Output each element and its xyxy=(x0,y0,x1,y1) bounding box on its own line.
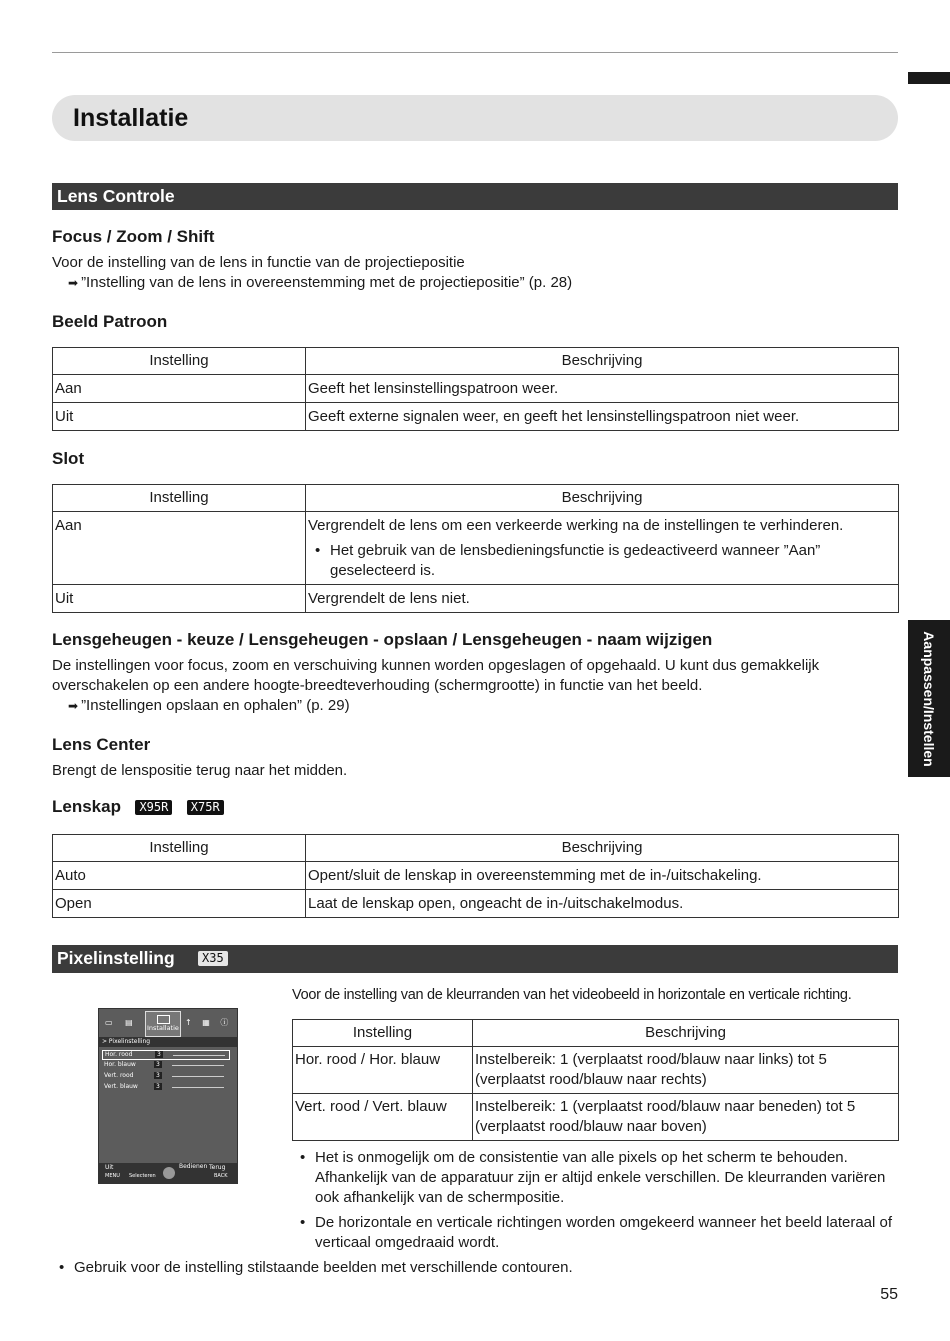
pixel-table xyxy=(292,1019,899,1141)
pixel-notes xyxy=(293,1148,899,1253)
heading-pattern: Beeld Patroon xyxy=(52,312,168,331)
menu-item-value: 3 xyxy=(156,1083,160,1090)
memory-reference-text: ”Instellingen opslaan en ophalen” (p. 29) xyxy=(81,697,350,714)
menu-item-value: 3 xyxy=(157,1051,161,1058)
model-badge: X95R xyxy=(135,800,172,815)
menu-item-value: 3 xyxy=(156,1061,160,1068)
cell-description: Instelbereik: 1 (verplaatst rood/blauw naar links) tot 5 (verplaatst rood/blauw naar rechts) xyxy=(473,1047,899,1094)
table-header-row xyxy=(293,1020,899,1047)
heading-focus: Focus / Zoom / Shift xyxy=(52,227,215,246)
page-number: 55 xyxy=(880,1286,898,1303)
memory-reference xyxy=(68,696,350,716)
chapter-marker xyxy=(908,72,950,84)
menu-item xyxy=(102,1061,230,1071)
cell-setting: Hor. rood / Hor. blauw xyxy=(293,1047,473,1094)
menu-footer-back: BACK xyxy=(214,1173,228,1179)
cap-table xyxy=(52,834,899,918)
input-icon: ▭ xyxy=(105,1018,113,1027)
table-header-row xyxy=(53,835,899,862)
menu-footer-menu: MENU xyxy=(105,1173,120,1179)
page-title: Installatie xyxy=(73,104,189,132)
col-header-setting: Instelling xyxy=(53,348,306,375)
section-title-pixel: Pixelinstelling xyxy=(57,948,175,968)
menu-footer-back-label: Terug xyxy=(209,1164,226,1171)
cell-setting: Uit xyxy=(53,403,306,431)
display-icon: ↑ xyxy=(185,1018,192,1027)
value-slider-track xyxy=(172,1065,224,1066)
table-row xyxy=(53,862,899,890)
section-bar-pixel xyxy=(52,945,898,973)
pixel-intro: Voor de instelling van de kleurranden van het videobeeld in horizontale en verticale richting. xyxy=(292,987,852,1003)
function-icon: ▦ xyxy=(202,1018,210,1027)
cell-setting: Aan xyxy=(53,375,306,403)
menu-item xyxy=(102,1050,230,1060)
cell-description: Geeft het lensinstellingspatroon weer. xyxy=(306,375,899,403)
col-header-description: Beschrijving xyxy=(306,348,899,375)
menu-screenshot xyxy=(98,1008,238,1184)
cell-setting: Open xyxy=(53,890,306,918)
menu-item-label: Hor. blauw xyxy=(104,1061,136,1068)
chapter-side-tab-label: Aanpassen/Instellen xyxy=(921,630,937,767)
menu-footer xyxy=(99,1163,237,1183)
lock-table xyxy=(52,484,899,613)
installation-icon xyxy=(157,1015,170,1024)
menu-breadcrumb: > Pixelinstelling xyxy=(102,1038,151,1045)
center-text: Brengt de lenspositie terug naar het midden. xyxy=(52,762,348,779)
heading-lock: Slot xyxy=(52,449,85,468)
arrow-icon: ➡ xyxy=(68,276,79,290)
section-title-lens: Lens Controle xyxy=(57,186,175,206)
table-row xyxy=(53,403,899,431)
table-row xyxy=(293,1047,899,1094)
memory-text: De instellingen voor focus, zoom en verschuiving kunnen worden opgeslagen of opgehaald. U kunt dus gemakkelijk overschakelen op een andere hoogte-breedteverhouding (schermgrootte) in functie van het beeld. xyxy=(52,657,820,694)
cell-setting: Auto xyxy=(53,862,306,890)
cell-description: Vergrendelt de lens niet. xyxy=(306,585,899,613)
value-slider-track xyxy=(172,1076,224,1077)
menu-item xyxy=(102,1083,230,1093)
cell-description: Laat de lenskap open, ongeacht de in-/uitschakelmodus. xyxy=(306,890,899,918)
menu-footer-select: Selecteren xyxy=(129,1173,156,1179)
table-row xyxy=(53,890,899,918)
menu-item-label: Hor. rood xyxy=(105,1051,133,1058)
value-slider-track xyxy=(173,1055,225,1056)
menu-tab-label: Installatie xyxy=(147,1024,179,1032)
note-item: • Het is onmogelijk om de consistentie van alle pixels op het scherm te behouden. Afhankelijk van de apparatuur zijn er altijd enkele verschillen. De kleurranden variëren ook afhankelijk van de schermpositie. xyxy=(293,1148,899,1208)
table-row xyxy=(53,512,899,585)
table-header-row xyxy=(53,485,899,512)
menu-item xyxy=(102,1072,230,1082)
cell-setting: Uit xyxy=(53,585,306,613)
focus-reference xyxy=(68,273,572,293)
cell-description: Instelbereik: 1 (verplaatst rood/blauw naar beneden) tot 5 (verplaatst rood/blauw naar boven) xyxy=(473,1094,899,1141)
menu-tab-installatie xyxy=(145,1011,181,1037)
page-title-banner xyxy=(52,95,898,141)
note-item: • De horizontale en verticale richtingen worden omgekeerd wanneer het beeld lateraal of verticaal omgedraaid wordt. xyxy=(293,1213,899,1253)
cell-description: Geeft externe signalen weer, en geeft het lensinstellingspatroon niet weer. xyxy=(306,403,899,431)
col-header-description: Beschrijving xyxy=(473,1020,899,1047)
col-header-setting: Instelling xyxy=(293,1020,473,1047)
focus-reference-text: ”Instelling van de lens in overeenstemming met de projectiepositie” (p. 28) xyxy=(81,274,573,291)
menu-footer-operate: Bedienen xyxy=(179,1163,208,1170)
picture-icon: ▤ xyxy=(125,1018,133,1027)
menu-breadcrumb-bar xyxy=(99,1037,237,1047)
lock-aan-desc: Vergrendelt de lens om een verkeerde werking na de instellingen te verhinderen. xyxy=(308,517,844,534)
menu-item-label: Vert. blauw xyxy=(104,1083,138,1090)
focus-text: Voor de instelling van de lens in functie van de projectiepositie xyxy=(52,254,465,271)
info-icon: ⓘ xyxy=(220,1018,229,1027)
footer-note: • Gebruik voor de instelling stilstaande beelden met verschillende contouren. xyxy=(52,1258,920,1278)
cell-description xyxy=(306,512,899,585)
col-header-description: Beschrijving xyxy=(306,835,899,862)
heading-center: Lens Center xyxy=(52,735,151,754)
arrow-icon: ➡ xyxy=(68,699,79,713)
lock-aan-bullet: • Het gebruik van de lensbedieningsfunctie is gedeactiveerd wanneer ”Aan” geselecteerd is. xyxy=(308,541,896,581)
col-header-setting: Instelling xyxy=(53,835,306,862)
model-badge: X35 xyxy=(198,951,228,966)
menu-item-value: 3 xyxy=(156,1072,160,1079)
heading-cap: Lenskap xyxy=(52,797,121,816)
header-rule xyxy=(52,52,898,53)
table-row xyxy=(53,585,899,613)
table-row xyxy=(53,375,899,403)
table-row xyxy=(293,1094,899,1141)
table-header-row xyxy=(53,348,899,375)
menu-icon-row xyxy=(105,1018,133,1027)
dpad-icon xyxy=(163,1167,175,1179)
menu-icon-row-right xyxy=(185,1017,228,1028)
menu-item-list xyxy=(102,1050,230,1093)
heading-cap-line xyxy=(52,797,224,817)
pattern-table xyxy=(52,347,899,431)
cell-setting: Aan xyxy=(53,512,306,585)
chapter-side-tab xyxy=(908,620,950,777)
menu-footer-exit: Uit xyxy=(105,1164,114,1171)
menu-item-label: Vert. rood xyxy=(104,1072,134,1079)
cell-description: Opent/sluit de lenskap in overeenstemming met de in-/uitschakeling. xyxy=(306,862,899,890)
cell-setting: Vert. rood / Vert. blauw xyxy=(293,1094,473,1141)
section-bar-lens xyxy=(52,183,898,210)
heading-memory: Lensgeheugen - keuze / Lensgeheugen - opslaan / Lensgeheugen - naam wijzigen xyxy=(52,630,713,649)
col-header-setting: Instelling xyxy=(53,485,306,512)
model-badge: X75R xyxy=(187,800,224,815)
value-slider-track xyxy=(172,1087,224,1088)
col-header-description: Beschrijving xyxy=(306,485,899,512)
